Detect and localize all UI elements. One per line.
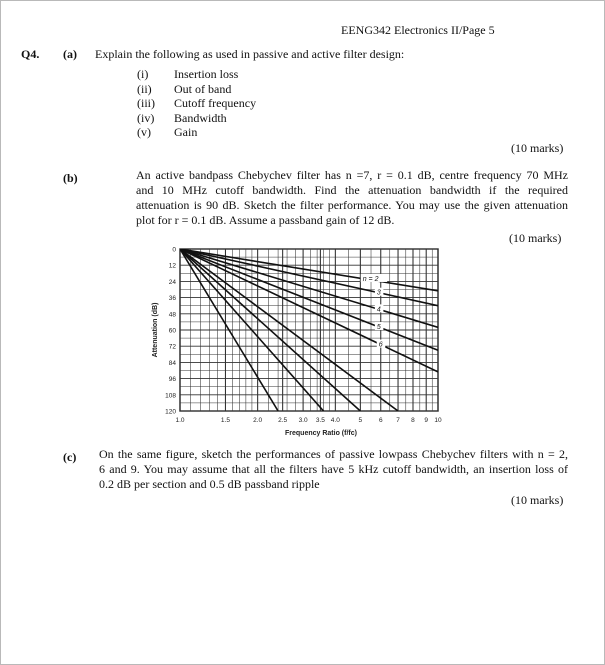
x-tick-label: 10	[434, 417, 442, 424]
x-tick-label: 6	[378, 417, 383, 424]
curve-label: 4	[376, 306, 381, 314]
part-c-text: On the same figure, sketch the performances of passive lowpass Chebychev filters with n = 2, 6 and 9. You may assume that all the filters have 5 kHz cutoff bandwidth, an insertion loss of 0.2 dB per section and 0.5 dB passband ripple	[99, 447, 568, 491]
y-tick-label: 120	[165, 408, 176, 416]
term-item: Gain	[174, 125, 198, 139]
term-list	[174, 67, 374, 140]
x-tick-label: 7	[396, 417, 400, 424]
roman-numerals: (i) (ii) (iii) (iv) (v)	[137, 67, 155, 139]
x-tick-label: 1.0	[175, 417, 185, 424]
x-tick-label: 3.0	[298, 417, 308, 424]
y-tick-label: 96	[168, 376, 176, 384]
part-a-prompt: Explain the following as used in passive and active filter design:	[95, 47, 405, 61]
y-tick-label: 108	[165, 392, 176, 400]
attenuation-chart	[1, 239, 605, 439]
x-tick-label: 1.5	[220, 417, 230, 424]
part-b-text: An active bandpass Chebychev filter has n =7, r = 0.1 dB, centre frequency 70 MHz and 10 MHz cutoff bandwidth. Find the attenuation bandwidth if the required attenuation is 90 dB. Sketch the filter performance. You may use the given attenuation plot for r = 0.1 dB. Assume a passband gain of 12 dB.	[136, 168, 568, 227]
y-tick-label: 12	[168, 262, 176, 270]
marks-b: (10 marks)	[509, 231, 562, 245]
marks-c: (10 marks)	[511, 493, 564, 507]
x-tick-label: 9	[424, 417, 429, 424]
term-item: Cutoff frequency	[174, 96, 257, 110]
term-item: Insertion loss	[174, 67, 239, 81]
y-tick-label: 84	[168, 359, 176, 367]
part-b-label: (b)	[63, 171, 78, 185]
curve-label: 6	[378, 341, 383, 349]
x-tick-label: 3.5	[315, 417, 325, 424]
term-item: Bandwidth	[174, 110, 227, 125]
y-tick-label: 60	[168, 327, 176, 335]
x-tick-label: 8	[411, 417, 415, 424]
x-tick-label: 4.0	[330, 417, 340, 424]
y-tick-label: 24	[168, 278, 176, 286]
page-header: EENG342 Electronics II/Page 5	[341, 23, 495, 37]
question-number: Q4.	[21, 47, 40, 61]
y-tick-label: 36	[168, 295, 176, 303]
term-item: Out of band	[174, 81, 232, 96]
x-axis-label: Frequency Ratio (f/fc)	[285, 430, 357, 437]
y-axis-label: Attenuation (dB)	[152, 302, 159, 358]
part-a-label: (a)	[63, 47, 77, 61]
y-tick-label: 0	[172, 246, 176, 254]
marks-a: (10 marks)	[511, 141, 564, 155]
x-tick-label: 2.0	[253, 417, 263, 424]
curve-label: n = 2	[362, 275, 379, 283]
y-tick-label: 72	[168, 343, 176, 351]
y-tick-label: 48	[168, 311, 176, 319]
part-c-label: (c)	[63, 450, 77, 464]
curve-label: 3	[376, 289, 381, 297]
curve-label: 5	[376, 324, 381, 332]
x-tick-label: 5	[358, 417, 363, 424]
x-tick-label: 2.5	[278, 417, 288, 424]
